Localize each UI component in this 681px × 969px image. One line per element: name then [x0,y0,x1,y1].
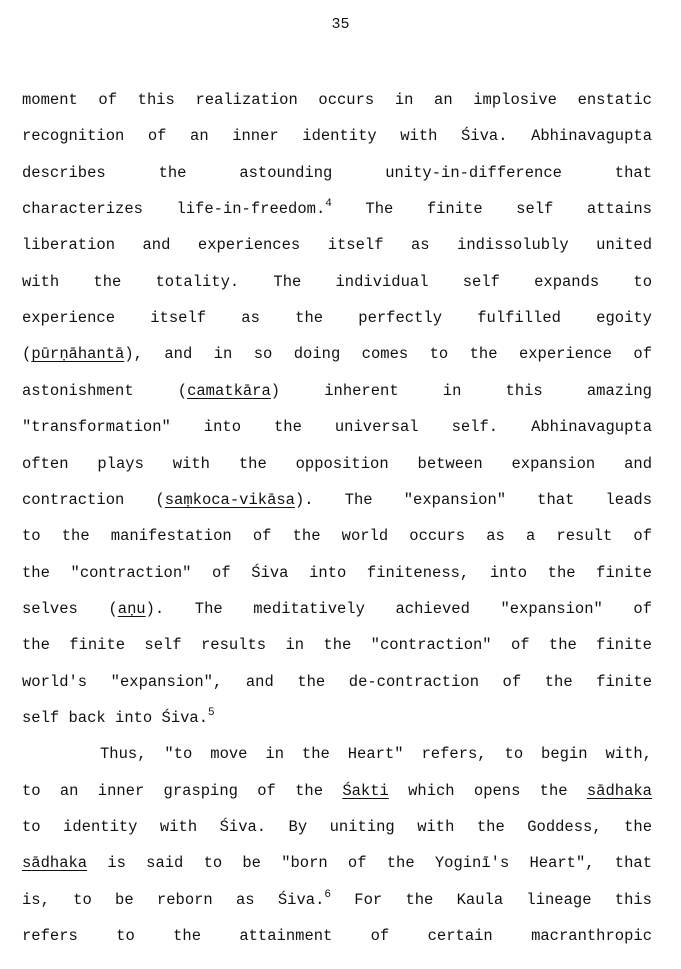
text-line [22,781,652,801]
line-text: is, to be reborn as Śiva. [22,890,325,909]
line-text: to the manifestation of the world occurs as a result of [22,527,652,546]
line-text: liberation and experiences itself as indissolubly united [22,236,652,255]
italic-term: sādhaka [586,781,652,800]
line-text: to identity with Śiva. By uniting with the Goddess, the [22,818,652,836]
line-text: ) inherent in this amazing [270,381,652,400]
italic-term: saṃkoca-vikāsa [164,490,295,509]
text-line [22,926,652,946]
page-number: 35 [331,16,350,33]
line-text: the "contraction" of Śiva into finiteness, into the finite [22,563,652,582]
text-line [22,90,652,110]
line-text: ). The "expansion" that leads [294,490,653,509]
line-text: with the totality. The individual self expands to [22,272,652,291]
text-line [22,417,652,437]
footnote-ref: 6 [324,888,331,901]
text-line [22,163,652,183]
text-line [22,126,652,146]
line-text: characterizes life-in-freedom. [22,200,326,219]
line-text: which opens the [388,781,587,800]
line-text: For the Kaula lineage this [331,890,652,909]
line-text: Thus, "to move in the Heart" refers, to begin with, [100,745,652,764]
text-line [22,344,652,364]
footnote-ref: 4 [325,198,332,211]
line-text: selves ( [22,599,118,618]
line-text: describes the astounding unity-in-difference that [22,163,652,182]
italic-term: aṇu [117,599,146,618]
line-text: ( [22,345,32,364]
text-line [22,454,652,474]
text-line [22,853,652,873]
line-text: refers to the attainment of certain macranthropic [22,927,652,946]
italic-term: Śakti [342,781,389,800]
line-text: experience itself as the perfectly fulfilled egoity [22,309,652,328]
text-line [22,272,652,292]
line-text: to an inner grasping of the [22,781,343,800]
text-line [22,890,652,910]
line-text: recognition of an inner identity with Śiva. Abhinavagupta [22,127,652,146]
line-text: ). The meditatively achieved "expansion" of [145,599,652,618]
text-line [22,381,652,401]
line-text: self back into Śiva. [22,708,209,727]
text-line [22,199,652,219]
text-line [100,744,652,764]
text-line [22,708,652,728]
text-line [22,490,652,510]
line-text: contraction ( [22,490,165,509]
line-text: moment of this realization occurs in an implosive enstatic [22,91,652,109]
text-line [22,599,652,619]
italic-term: sādhaka [22,854,88,873]
text-line [22,563,652,583]
text-line [22,672,652,692]
text-line [22,308,652,328]
italic-term: pūrṇāhantā [31,345,125,364]
line-text: the finite self results in the "contraction" of the finite [22,636,652,655]
text-line [22,635,652,655]
line-text: is said to be "born of the Yoginī's Heart", that [87,854,652,873]
line-text: ), and in so doing comes to the experience of [124,345,652,364]
line-text: often plays with the opposition between expansion and [22,454,652,473]
italic-term: camatkāra [187,381,271,400]
text-line [22,235,652,255]
line-text: The finite self attains [331,200,652,219]
line-text: world's "expansion", and the de-contraction of the finite [22,672,652,691]
line-text: "transformation" into the universal self. Abhinavagupta [22,418,652,437]
footnote-ref: 5 [208,706,215,719]
text-line [22,526,652,546]
text-line [22,817,652,837]
line-text: astonishment ( [22,381,188,400]
